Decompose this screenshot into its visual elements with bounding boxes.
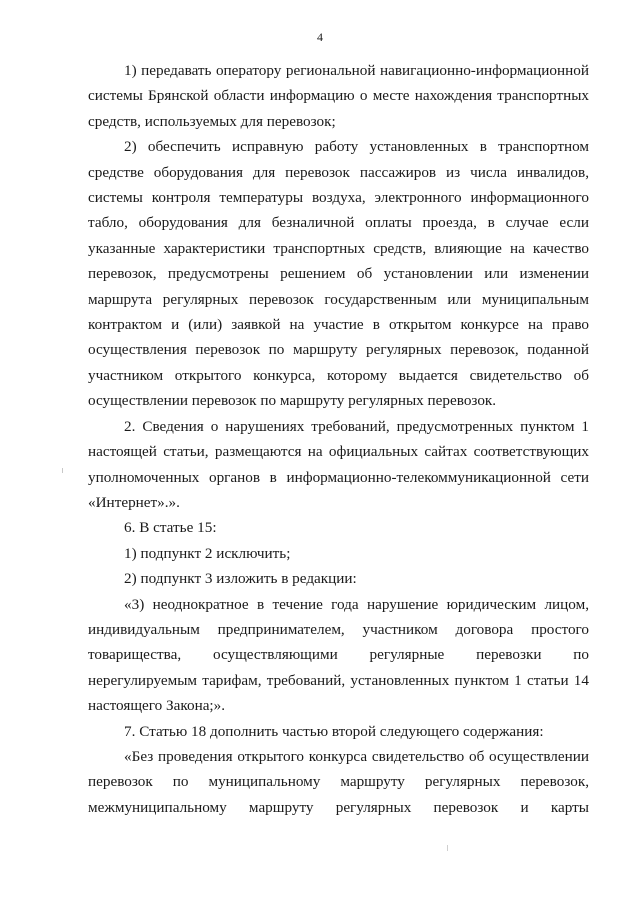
paragraph-item-2: 2) обеспечить исправную работу установленных в транспортном средстве оборудования для перевозок пассажиров из числа инвалидов, системы контроля температуры воздуха, электронного информационного табло, оборудования для безналичной оплаты проезда, в случае если указанные характеристики транспортных средств, влияющие на качество перевозок, предусмотрены решением об установлении или изменении маршрута регулярных перевозок государственным или муниципальным контрактом и (или) заявкой на участие в открытом конкурсе на право осуществления перевозок по маршруту регулярных перевозок, поданной участником открытого конкурса, которому выдается свидетельство об осуществлении перевозок по маршруту регулярных перевозок. (88, 138, 589, 410)
document-body (88, 58, 589, 820)
scan-artifact-mark (62, 468, 63, 473)
paragraph-item-1: 1) передавать оператору региональной навигационно-информационной системы Брянской области информацию о месте нахождения транспортных средств, используемых для перевозок; (88, 62, 589, 130)
paragraph-article-18: 7. Статью 18 дополнить частью второй следующего содержания: (124, 722, 544, 740)
scan-artifact-mark (447, 845, 448, 851)
page-number: 4 (317, 30, 323, 44)
paragraph-section-2: 2. Сведения о нарушениях требований, предусмотренных пунктом 1 настоящей статьи, размещаются на официальных сайтах соответствующих уполномоченных органов в информационно-телекоммуникационной сети «Интернет».». (88, 417, 589, 511)
paragraph-quote-article-18: «Без проведения открытого конкурса свидетельство об осуществлении перевозок по муниципальному маршруту регулярных перевозок, межмуниципальному маршруту регулярных перевозок и карты (88, 747, 589, 816)
paragraph-quote-3: «3) неоднократное в течение года нарушение юридическим лицом, индивидуальным предпринимателем, участником договора простого товарищества, осуществляющими регулярные перевозки по нерегулируемым тарифам, требований, установленных пунктом 1 статьи 14 настоящего Закона;». (88, 595, 589, 715)
paragraph-subitem-2: 2) подпункт 3 изложить в редакции: (124, 570, 357, 588)
paragraph-subitem-1: 1) подпункт 2 исключить; (124, 544, 291, 562)
paragraph-article-15: 6. В статье 15: (124, 519, 217, 537)
